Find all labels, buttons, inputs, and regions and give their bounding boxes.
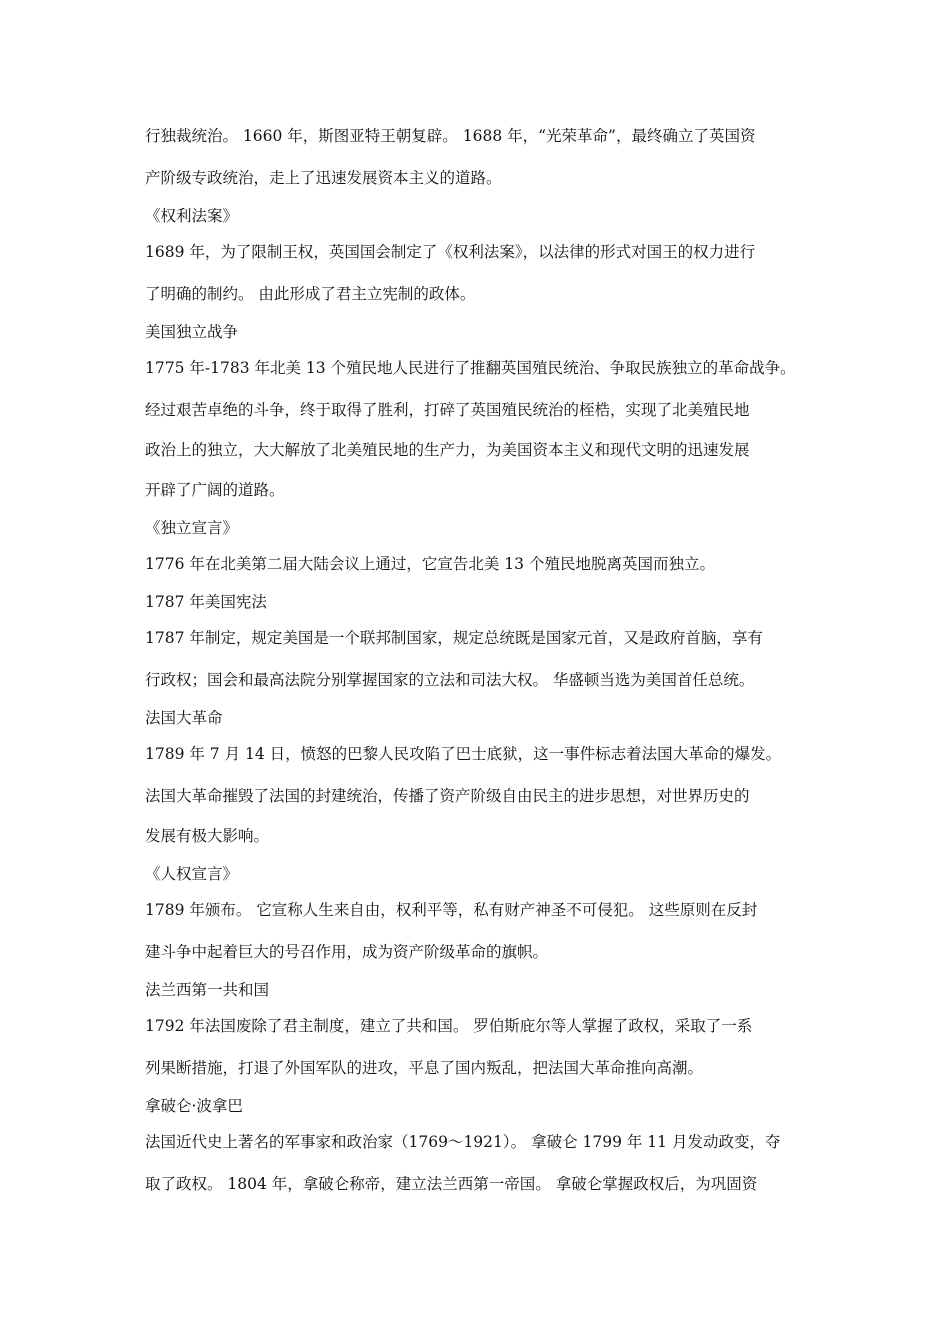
body-text-line: 1789 年颁布。 它宣称人生来自由，权利平等，私有财产神圣不可侵犯。 这些原则在反封 (145, 901, 758, 919)
body-text-line: 1787 年制定，规定美国是一个联邦制国家，规定总统既是国家元首，又是政府首脑，享有 (145, 629, 763, 647)
body-text-line: 1792 年法国废除了君主制度，建立了共和国。 罗伯斯庇尔等人掌握了政权，采取了一系 (145, 1017, 753, 1035)
body-text-line: 行独裁统治。 1660 年，斯图亚特王朝复辟。 1688 年，“光荣革命”，最终确立了英国资 (145, 127, 756, 145)
section-heading: 拿破仑·波拿巴 (145, 1097, 243, 1115)
body-text-line: 产阶级专政统治，走上了迅速发展资本主义的道路。 (145, 169, 502, 187)
body-text-line: 经过艰苦卓绝的斗争，终于取得了胜利，打碎了英国殖民统治的桎梏，实现了北美殖民地 (145, 401, 750, 419)
body-text-line: 1775 年-1783 年北美 13 个殖民地人民进行了推翻英国殖民统治、争取民族独立的革命战争。 (145, 359, 796, 377)
body-text-line: 1689 年，为了限制王权，英国国会制定了《权利法案》，以法律的形式对国王的权力进行 (145, 243, 756, 261)
body-text-line: 开辟了广阔的道路。 (145, 481, 285, 499)
body-text-line: 法国近代史上著名的军事家和政治家（1769～1921）。 拿破仑 1799 年 11 月发动政变，夺 (145, 1133, 781, 1151)
body-text-line: 发展有极大影响。 (145, 827, 270, 845)
body-text-line: 政治上的独立，大大解放了北美殖民地的生产力，为美国资本主义和现代文明的迅速发展 (145, 441, 750, 459)
body-text-line: 取了政权。 1804 年，拿破仑称帝，建立法兰西第一帝国。 拿破仑掌握政权后，为巩固资 (145, 1175, 758, 1193)
body-text-line: 了明确的制约。 由此形成了君主立宪制的政体。 (145, 285, 476, 303)
section-heading: 《权利法案》 (145, 207, 239, 225)
body-text-line: 建斗争中起着巨大的号召作用，成为资产阶级革命的旗帜。 (145, 943, 549, 961)
section-heading: 《人权宣言》 (145, 865, 239, 883)
body-text-line: 1776 年在北美第二届大陆会议上通过，它宣告北美 13 个殖民地脱离英国而独立。 (145, 555, 715, 573)
body-text-line: 1789 年 7 月 14 日，愤怒的巴黎人民攻陷了巴士底狱，这一事件标志着法国大革命的爆发。 (145, 745, 782, 763)
section-heading: 1787 年美国宪法 (145, 593, 267, 611)
body-text-line: 列果断措施，打退了外国军队的进攻，平息了国内叛乱，把法国大革命推向高潮。 (145, 1059, 704, 1077)
section-heading: 法国大革命 (145, 709, 223, 727)
section-heading: 法兰西第一共和国 (145, 981, 270, 999)
section-heading: 美国独立战争 (145, 323, 239, 341)
body-text-line: 行政权；国会和最高法院分别掌握国家的立法和司法大权。 华盛顿当选为美国首任总统。 (145, 671, 755, 689)
section-heading: 《独立宣言》 (145, 519, 239, 537)
body-text-line: 法国大革命摧毁了法国的封建统治，传播了资产阶级自由民主的进步思想，对世界历史的 (145, 787, 750, 805)
